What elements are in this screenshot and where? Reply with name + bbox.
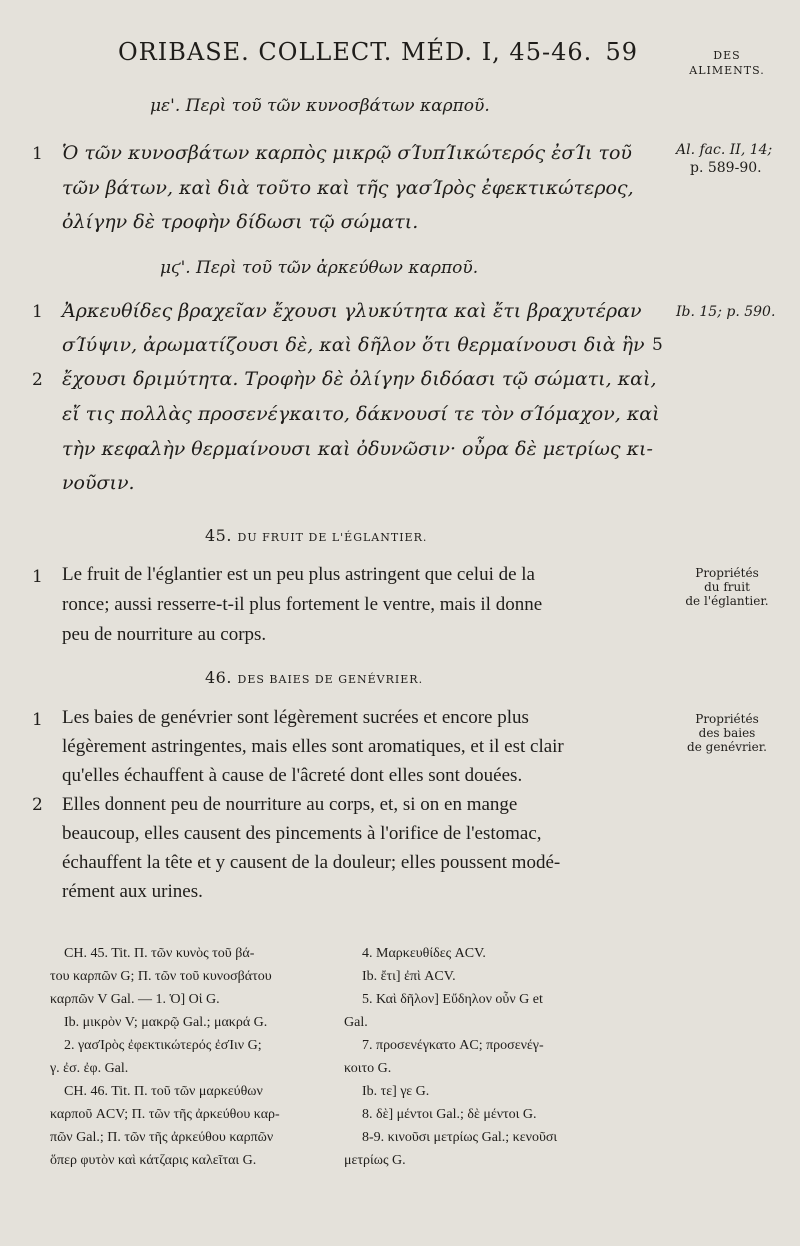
greek-text-line: σΊύψιν, ἀρωματίζουσι δὲ, καὶ δῆλον ὅτι θερμαίνουσι διὰ ἣν — [62, 334, 645, 356]
margin-reference: p. 589-90. — [690, 160, 762, 176]
footnote-line: ὅπερ φυτὸν καὶ κάτζαρις καλεῖται G. — [50, 1153, 257, 1168]
margin-note-line: Propriétés — [695, 712, 759, 726]
paragraph-number: 1 — [32, 144, 43, 164]
section-title: DU FRUIT DE L'ÉGLANTIER. — [237, 531, 428, 544]
french-text-line: peu de nourriture au corps. — [62, 624, 267, 645]
footnote-line: καρποῦ ACV; Π. τῶν τῆς ἀρκεύθου καρ- — [50, 1107, 280, 1122]
greek-text-line: Ἀρκευθίδες βραχεῖαν ἔχουσι γλυκύτητα καὶ ἔτι βραχυτέραν — [62, 300, 642, 322]
footnote-line: 2. γασΊρὸς ἐφεκτικώτερός ἐσΊιν G; — [64, 1038, 262, 1053]
greek-text-line: εἴ τις πολλὰς προσενέγκαιτο, δάκνουσί τε τὸν σΊόμαχον, καὶ — [62, 403, 660, 425]
margin-note-line: de genévrier. — [687, 740, 767, 754]
greek-chapter-46-title: μϛ'. Περὶ τοῦ τῶν ἀρκεύθων καρποῦ. — [160, 258, 479, 278]
greek-text-line: τὴν κεφαλὴν θερμαίνουσι καὶ ὀδυνῶσιν· οὖρα δὲ μετρίως κι- — [62, 438, 653, 460]
greek-text-line: νοῦσιν. — [62, 472, 135, 494]
section-number: 45. — [205, 526, 232, 545]
french-text-line: Elles donnent peu de nourriture au corps, et, si on en mange — [62, 794, 518, 815]
footnote-line: καρπῶν V Gal. — 1. Ὁ] Οἱ G. — [50, 992, 220, 1007]
margin-reference: Ib. 15; p. 590. — [676, 304, 776, 320]
margin-note-eglantier — [672, 566, 782, 608]
greek-text-line: ὀλίγην δὲ τροφὴν δίδωσι τῷ σώματι. — [62, 211, 419, 233]
footnote-line: Ib. μικρὸν V; μακρῷ Gal.; μακρά G. — [64, 1015, 268, 1030]
greek-text-line: Ὁ τῶν κυνοσβάτων καρπὸς μικρῷ σΊυπΊικώτερός ἐσΊι τοῦ — [62, 142, 632, 164]
footnote-line: 4. Μαρκευθίδες ACV. — [362, 946, 486, 961]
margin-reference: Al. fac. II, 14; — [676, 142, 773, 158]
greek-text-line: τῶν βάτων, καὶ διὰ τοῦτο καὶ τῆς γασΊρὸς ἐφεκτικώτερος, — [62, 177, 634, 199]
section-number: 46. — [205, 668, 232, 687]
footnote-line: 7. προσενέγκατο AC; προσενέγ- — [362, 1038, 544, 1053]
french-text-line: rément aux urines. — [62, 881, 203, 902]
greek-chapter-45-title: με'. Περὶ τοῦ τῶν κυνοσβάτων καρποῦ. — [150, 96, 490, 116]
paragraph-number: 1 — [32, 302, 43, 322]
margin-note-line: de l'églantier. — [685, 594, 769, 608]
footnote-line: CH. 46. Tit. Π. τοῦ τῶν μαρκεύθων — [64, 1084, 263, 1099]
footnote-line: του καρπῶν G; Π. τῶν τοῦ κυνοσβάτου — [50, 969, 272, 984]
french-text-line: beaucoup, elles causent des pincements à l'orifice de l'estomac, — [62, 823, 542, 844]
page-number: 59 — [605, 38, 638, 66]
footnote-line: μετρίως G. — [344, 1153, 406, 1168]
paragraph-number: 2 — [32, 795, 43, 815]
french-text-line: ronce; aussi resserre-t-il plus fortement le ventre, mais il donne — [62, 594, 543, 615]
running-head-title: ORIBASE. COLLECT. MÉD. I, 45-46. — [118, 38, 593, 66]
margin-note-line: du fruit — [704, 580, 750, 594]
french-section-45-title — [205, 526, 427, 545]
side-running-head — [672, 48, 782, 78]
paragraph-number: 1 — [32, 710, 43, 730]
running-head — [118, 38, 638, 66]
side-head-line: ALIMENTS. — [689, 64, 765, 77]
footnote-line: 8-9. κινοῦσι μετρίως Gal.; κενοῦσι — [362, 1130, 558, 1145]
footnote-line: 8. δὲ] μέντοι Gal.; δὲ μέντοι G. — [362, 1107, 537, 1122]
margin-note-line: Propriétés — [695, 566, 759, 580]
french-text-line: Les baies de genévrier sont légèrement sucrées et encore plus — [62, 707, 529, 728]
french-text-line: légèrement astringentes, mais elles sont aromatiques, et il est clair — [62, 736, 564, 757]
footnote-line: CH. 45. Tit. Π. τῶν κυνὸς τοῦ βά- — [64, 946, 255, 961]
margin-note-genevrier — [672, 712, 782, 754]
french-text-line: échauffent la tête et y causent de la douleur; elles poussent modé- — [62, 852, 561, 873]
french-section-46-title — [205, 668, 423, 687]
footnote-line: γ. ἐσ. ἐφ. Gal. — [50, 1061, 129, 1076]
footnote-line: Gal. — [344, 1015, 368, 1030]
paragraph-number: 2 — [32, 370, 43, 390]
footnote-line: κοιτο G. — [344, 1061, 392, 1076]
section-title: DES BAIES DE GENÉVRIER. — [237, 673, 424, 686]
french-text-line: Le fruit de l'églantier est un peu plus astringent que celui de la — [62, 564, 535, 585]
paragraph-number: 1 — [32, 567, 43, 587]
margin-note-line: des baies — [698, 726, 756, 740]
line-number: 5 — [652, 335, 663, 355]
footnote-line: 5. Καὶ δῆλον] Εὔδηλον οὖν G et — [362, 992, 543, 1007]
side-head-line: DES — [713, 49, 741, 62]
french-text-line: qu'elles échauffent à cause de l'âcreté dont elles sont douées. — [62, 765, 523, 786]
footnote-line: Ib. ἔτι] ἐπὶ ACV. — [362, 969, 456, 984]
greek-text-line: ἔχουσι δριμύτητα. Τροφὴν δὲ ὀλίγην διδόασι τῷ σώματι, καὶ, — [62, 368, 657, 390]
footnote-line: Ib. τε] γε G. — [362, 1084, 430, 1099]
footnote-line: πῶν Gal.; Π. τῶν τῆς ἀρκεύθου καρπῶν — [50, 1130, 274, 1145]
